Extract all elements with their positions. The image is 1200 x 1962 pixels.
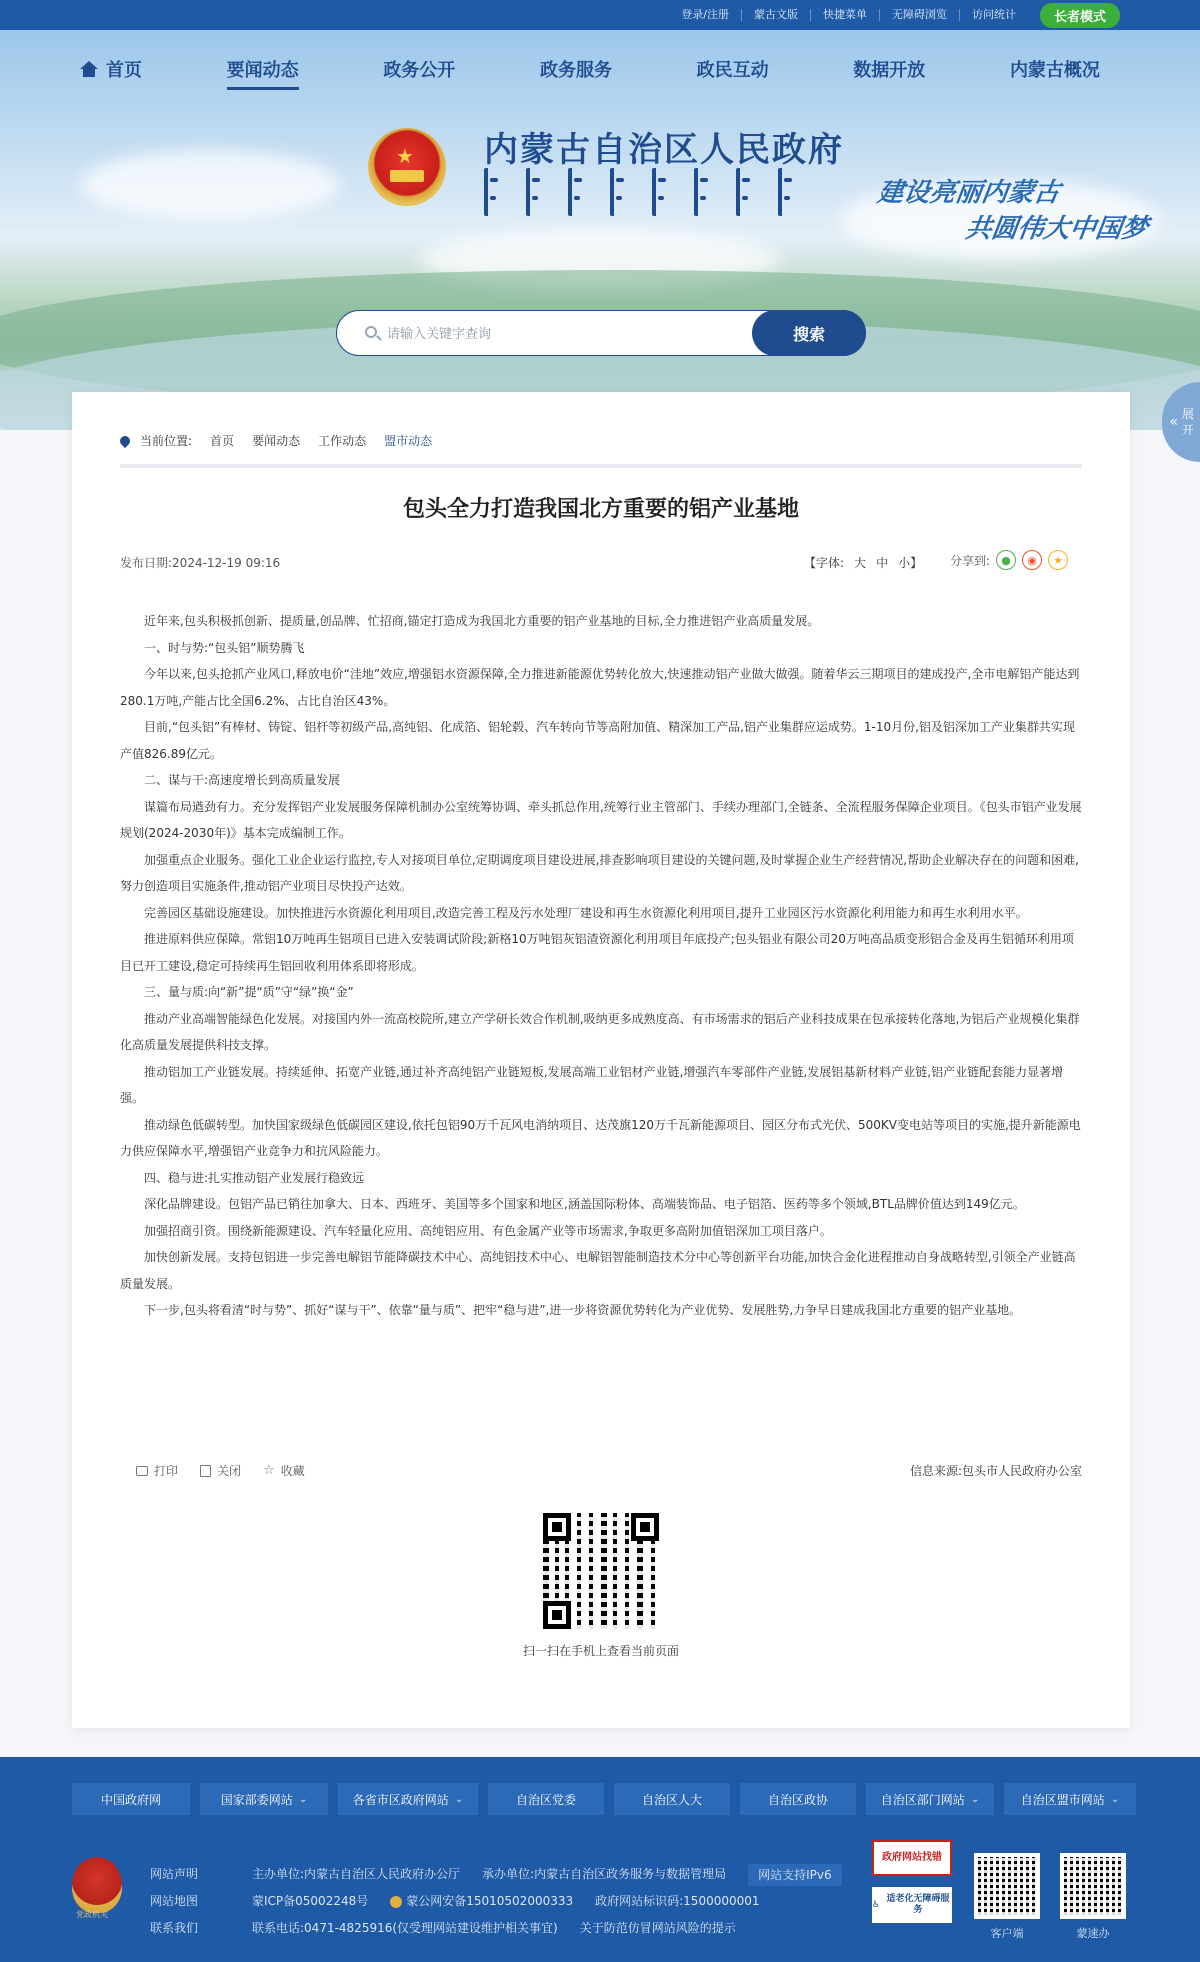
icp-link[interactable]: 蒙ICP备05002248号 <box>252 1894 369 1908</box>
login-register-link[interactable]: 登录/注册 <box>669 9 742 21</box>
footer-link-label: 各省市区政府网站 <box>352 1792 449 1807</box>
home-icon <box>80 61 98 77</box>
mongolian-glyph <box>652 168 664 216</box>
organizer-text: 承办单位:内蒙古自治区政务服务与数据管理局 <box>482 1867 727 1881</box>
article-card <box>72 392 1130 1728</box>
article-paragraph: 谋篇布局遒劲有力。充分发挥铝产业发展服务保障机制办公室统筹协调、牵头抓总作用,统筹行业主管部门、手续办理部门,全链条、全流程服务保障企业项目。《包头市铝产业发展规划(2024-2030年)》基本完成编制工作。 <box>120 799 1082 840</box>
contact-us-link[interactable]: 联系我们 <box>150 1921 199 1935</box>
article-paragraph: 推动绿色低碳转型。加快国家级绿色低碳园区建设,依托包铝90万千瓦风电消纳项目、达茂旗120万千瓦新能源项目、园区分布式光伏、500KV变电站等项目的实施,提升新能源电力供应保障水平,增强铝产业竞争力和抗风险能力。 <box>120 1117 1081 1158</box>
search-input[interactable] <box>387 321 687 345</box>
elder-mode-button[interactable]: 长者模式 <box>1040 3 1120 28</box>
article-paragraph: 今年以来,包头抢抓产业风口,释放电价“洼地”效应,增强铝水资源保障,全力推进新能源优势转化放大,快速推动铝产业做大做强。随着华云三期项目的建成投产,全市电解铝产能达到280.1万吨,产能占比全国6.2%、占比自治区43%。 <box>120 667 1080 708</box>
top-links <box>669 0 1120 30</box>
qr-caption: 扫一扫在手机上查看当前页面 <box>522 1644 679 1658</box>
favorite-star-icon[interactable]: ★ <box>1048 550 1068 570</box>
gov-site-error-report-badge[interactable]: 政府网站找错 <box>872 1840 952 1876</box>
footer-link-label: 国家部委网站 <box>220 1792 293 1807</box>
article-paragraph: 完善园区基础设施建设。加快推进污水资源化利用项目,改造完善工程及污水处理厂建设和再生水资源化利用项目,提升工业园区污水资源化利用能力和再生水利用水平。 <box>144 905 1028 920</box>
mongolian-glyph <box>526 168 538 216</box>
search-button[interactable]: 搜索 <box>752 310 866 356</box>
nav-home-label: 首页 <box>106 60 142 81</box>
search-bar <box>336 310 866 356</box>
article-paragraph: 加强重点企业服务。强化工业企业运行监控,专人对接项目单位,定期调度项目建设进展,排查影响项目建设的关键问题,及时掌握企业生产经营情况,帮助企业解决存在的问题和困难,努力创造项目实施条件,推动铝产业项目尽快投产达效。 <box>120 852 1079 893</box>
footer-link-departments[interactable] <box>866 1783 994 1815</box>
party-gov-badge-icon[interactable] <box>72 1857 122 1913</box>
nav-interaction[interactable]: 政民互动 <box>696 60 769 81</box>
footer-link-cppcc[interactable] <box>740 1783 856 1815</box>
article-paragraph: 推进原料供应保障。常铝10万吨再生铝项目已进入安装调试阶段;新格10万吨铝灰铝渣资源化利用项目年底投产;包头铝业有限公司20万吨高品质变形铝合金及再生铝循环利用项目已开工建设,稳定可持续再生铝回收利用体系即将形成。 <box>120 932 1074 973</box>
client-app-qr-code <box>974 1853 1040 1919</box>
badge-caption: 党政机关 <box>76 1910 108 1919</box>
footer-side-links <box>150 1861 198 1942</box>
nav-overview[interactable]: 内蒙古概况 <box>1009 60 1100 81</box>
star-icon: ★ <box>396 144 414 168</box>
location-pin-icon <box>118 433 132 447</box>
footer-link-label: 自治区政协 <box>767 1792 828 1807</box>
slogan-line-2: 共圆伟大中国梦 <box>963 214 1150 244</box>
article-paragraph: 近年来,包头积极抓创新、提质量,创品牌、忙招商,锚定打造成为我国北方重要的铝产业基地的目标,全力推进铝产业高质量发展。 <box>144 614 820 628</box>
footer-link-bar <box>72 1783 1136 1815</box>
qr-finder <box>631 1513 659 1541</box>
article-paragraph: 推动产业高端智能绿色化发展。对接国内外一流高校院所,建立产学研长效合作机制,吸纳更多成熟度高、有市场需求的铝后产业科技成果在包承接转化落地,为铝后产业规模化集群化高质量发展提供科技支撑。 <box>120 1011 1080 1052</box>
anti-fraud-link[interactable]: 关于防范仿冒网站风险的提示 <box>579 1921 736 1935</box>
breadcrumb-city-news[interactable]: 盟市动态 <box>384 434 433 448</box>
bookmark-label: 收藏 <box>280 1464 305 1478</box>
sponsor-text: 主办单位:内蒙古自治区人民政府办公厅 <box>252 1867 461 1881</box>
site-map-link[interactable]: 网站地图 <box>150 1894 199 1908</box>
nav-gov-affairs[interactable]: 政务公开 <box>383 60 456 81</box>
font-size-medium[interactable]: 中 <box>876 556 889 570</box>
top-utility-bar <box>0 0 1200 30</box>
footer-link-ministries[interactable] <box>200 1783 328 1815</box>
footer-info <box>252 1861 842 1942</box>
footer-link-party[interactable] <box>488 1783 604 1815</box>
accessibility-service-badge[interactable] <box>872 1887 952 1923</box>
chevron-down-icon: ⌄ <box>454 1793 464 1805</box>
site-code-text: 政府网站标识码:1500000001 <box>595 1894 760 1908</box>
article-paragraph: 推动铝加工产业链发展。持续延伸、拓宽产业链,通过补齐高纯铝产业链短板,发展高端工业铝材产业链,增强汽车零部件产业链,发展铝基新材料产业链,铝产业链配套能力显著增强。 <box>120 1064 1064 1105</box>
chevron-down-icon: ⌄ <box>970 1793 980 1805</box>
nav-home[interactable] <box>60 48 162 88</box>
national-emblem-icon <box>368 128 446 206</box>
font-size-large[interactable]: 大 <box>854 556 867 570</box>
page-qr-code <box>540 1510 662 1632</box>
mengsuban-qr-code <box>1060 1853 1126 1919</box>
footer-link-gov-cn[interactable] <box>72 1783 190 1815</box>
qr-pattern <box>978 1857 1036 1915</box>
breadcrumb-news[interactable]: 要闻动态 <box>252 434 301 448</box>
quick-menu-link[interactable]: 快捷菜单 <box>811 9 880 21</box>
main-nav <box>60 48 1120 88</box>
close-label: 关闭 <box>217 1464 242 1478</box>
mongolian-glyph <box>484 168 496 216</box>
article-paragraph: 下一步,包头将看清“时与势”、抓好“谋与干”、依靠“量与质”、把牢“稳与进”,进一步将资源优势转化为产业优势、发展胜势,力争早日建成我国北方重要的铝产业基地。 <box>144 1303 1022 1317</box>
print-label: 打印 <box>154 1464 179 1478</box>
font-size-switcher <box>804 554 922 571</box>
mongolian-glyph <box>610 168 622 216</box>
article-title: 包头全力打造我国北方重要的铝产业基地 <box>402 497 799 522</box>
star-outline-icon: ☆ <box>263 1463 275 1478</box>
tiananmen-gate-icon <box>390 170 424 182</box>
article-subheading: 三、量与质:向“新”提“质”守“绿”换“金” <box>144 985 354 999</box>
expand-label: 展开 <box>1182 407 1195 437</box>
close-button[interactable] <box>200 1462 241 1479</box>
client-app-caption: 客户端 <box>990 1927 1024 1940</box>
accessibility-link[interactable]: 无障碍浏览 <box>880 9 960 21</box>
police-record-text: 蒙公网安备15010502000333 <box>406 1894 574 1908</box>
bookmark-button[interactable] <box>263 1462 305 1479</box>
publish-date: 发布日期:2024-12-19 09:16 <box>120 556 281 570</box>
article-paragraph: 目前,“包头铝”有棒材、铸锭、铝杆等初级产品,高纯铝、化成箔、铝轮毂、汽车转向节等高附加值、精深加工产品,铝产业集群应运成势。1-10月份,铝及铝深加工产业集群共实现产值826.89亿元。 <box>120 720 1075 761</box>
site-title: 内蒙古自治区人民政府 <box>484 130 844 170</box>
police-record-link[interactable] <box>390 1888 573 1915</box>
visit-stats-link[interactable]: 访问统计 <box>971 8 1016 21</box>
chevron-down-icon: ⌄ <box>298 1793 308 1805</box>
printer-icon <box>136 1466 148 1476</box>
article-subheading: 一、时与势:“包头铝”顺势腾飞 <box>144 640 305 655</box>
qr-finder <box>543 1601 571 1629</box>
police-badge-icon <box>390 1896 402 1908</box>
nav-open-data[interactable]: 数据开放 <box>853 60 926 81</box>
mongolian-glyph <box>694 168 706 216</box>
close-page-icon <box>200 1465 211 1477</box>
footer <box>0 1757 1200 1962</box>
qr-finder <box>543 1513 571 1541</box>
phone-text: 联系电话:0471-4825916(仅受理网站建设维护相关事宜) <box>252 1921 558 1935</box>
cloud-decoration <box>80 150 340 220</box>
info-source: 信息来源:包头市人民政府办公室 <box>909 1464 1082 1478</box>
font-size-small[interactable]: 小】 <box>898 556 923 570</box>
footer-link-provinces[interactable] <box>338 1783 478 1815</box>
mongolian-glyph <box>778 168 790 216</box>
search-icon <box>365 326 377 338</box>
footer-link-label: 自治区人大 <box>641 1792 702 1807</box>
article-paragraph: 加快创新发展。支持包铝进一步完善电解铝节能降碳技术中心、高纯铝技术中心、电解铝智能制造技术分中心等创新平台功能,加快合金化进程推动自身战略转型,引领全产业链高质量发展。 <box>120 1250 1076 1291</box>
font-size-label: 【字体: <box>804 556 845 570</box>
article-body <box>120 608 1082 1324</box>
footer-link-label: 中国政府网 <box>100 1792 161 1807</box>
mongolian-glyph <box>736 168 748 216</box>
share-label: 分享到: <box>950 553 991 568</box>
weibo-icon[interactable]: ◉ <box>1022 550 1042 570</box>
mongolian-script-title <box>484 168 790 216</box>
hero-banner <box>0 30 1200 430</box>
article-paragraph: 加强招商引资。围绕新能源建设、汽车轻量化应用、高纯铝应用、有色金属产业等市场需求,争取更多高附加值铝深加工项目落户。 <box>144 1223 832 1238</box>
qr-pattern <box>1064 1857 1122 1915</box>
breadcrumb <box>120 432 450 449</box>
divider <box>120 464 1082 468</box>
chevron-down-icon: ⌄ <box>1110 1793 1120 1805</box>
accessibility-badge-label: 适老化无障碍服务 <box>886 1894 950 1915</box>
wechat-icon[interactable]: ● <box>996 550 1016 570</box>
nav-gov-services[interactable]: 政务服务 <box>539 60 612 81</box>
footer-link-label: 自治区部门网站 <box>880 1792 965 1807</box>
slogan-line-1: 建设亮丽内蒙古 <box>875 178 1062 208</box>
article-actions <box>136 1462 305 1479</box>
footer-link-label: 自治区党委 <box>515 1792 576 1807</box>
wheelchair-icon: ♿ <box>872 1899 881 1910</box>
footer-link-label: 自治区盟市网站 <box>1020 1792 1105 1807</box>
breadcrumb-prefix: 当前位置: <box>140 434 193 448</box>
mongolian-glyph <box>568 168 580 216</box>
article-subheading: 四、稳与进:扎实推动铝产业发展行稳致远 <box>144 1170 365 1185</box>
mongolian-version-link[interactable]: 蒙古文版 <box>742 9 811 21</box>
nav-news[interactable]: 要闻动态 <box>207 48 319 88</box>
site-statement-link[interactable]: 网站声明 <box>150 1867 199 1881</box>
article-subheading: 二、谋与干:高速度增长到高质量发展 <box>144 773 341 787</box>
footer-link-npc[interactable] <box>614 1783 730 1815</box>
double-chevron-left-icon: « <box>1169 414 1178 430</box>
mengsuban-caption: 蒙速办 <box>1076 1927 1110 1940</box>
breadcrumb-home[interactable]: 首页 <box>210 434 235 448</box>
ipv6-badge: 网站支持IPv6 <box>748 1864 842 1886</box>
breadcrumb-work-news[interactable]: 工作动态 <box>318 434 367 448</box>
print-button[interactable] <box>136 1462 178 1479</box>
footer-link-leagues[interactable] <box>1004 1783 1136 1815</box>
share-bar <box>950 550 1068 570</box>
article-paragraph: 深化品牌建设。包铝产品已销往加拿大、日本、西班牙、美国等多个国家和地区,涵盖国际粉体、高端装饰品、电子铝箔、医药等多个领域,BTL品牌价值达到149亿元。 <box>144 1197 1025 1211</box>
